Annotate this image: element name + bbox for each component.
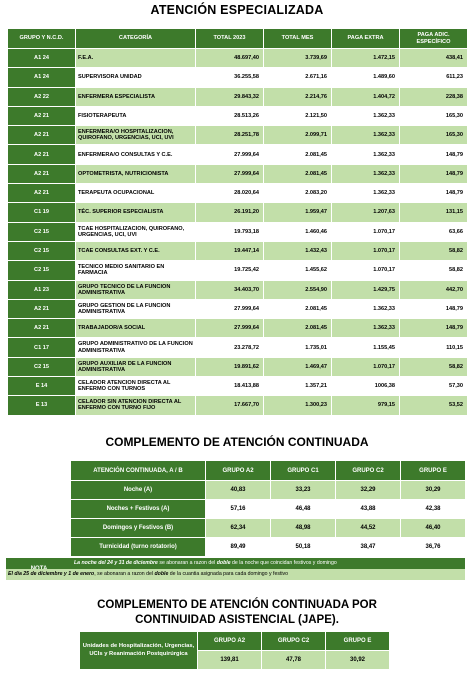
atencion-continuada-value-cell: 50,18 (271, 538, 336, 557)
nota-line-1 (72, 558, 465, 569)
section-title-atencion-continuada: COMPLEMENTO DE ATENCIÓN CONTINUADA (105, 435, 369, 449)
nota-line-2-highlight: El día 25 de diciembre y 1 de enero (8, 571, 95, 577)
total-mes-cell: 1.460,46 (264, 222, 332, 241)
paga-extra-cell: 1.472,15 (332, 49, 400, 68)
salary-table-body (8, 49, 468, 416)
nota-line-2 (6, 569, 465, 580)
categoria-cell: TERAPEUTA OCUPACIONAL (76, 184, 196, 203)
categoria-cell: TCAE CONSULTAS EXT. Y C.E. (76, 241, 196, 260)
table-row (8, 357, 468, 376)
paga-extra-cell: 1.362,33 (332, 299, 400, 318)
jape-header-grupo-a2: GRUPO A2 (198, 632, 262, 651)
table-row (8, 241, 468, 260)
grupo-cell: C2 15 (8, 222, 76, 241)
jape-header-row (80, 632, 390, 651)
table-row (8, 87, 468, 106)
paga-extra-cell: 1.362,33 (332, 319, 400, 338)
paga-adic-cell: 148,79 (400, 299, 468, 318)
table-row (8, 126, 468, 145)
categoria-cell: ENFERMERA ESPECIALISTA (76, 87, 196, 106)
nota-line-1-text-a: se abonaran a razon del (157, 560, 217, 566)
table-row (8, 184, 468, 203)
total-2023-cell: 36.255,58 (196, 68, 264, 87)
table-row (8, 145, 468, 164)
paga-extra-cell: 1.155,45 (332, 338, 400, 357)
atencion-continuada-value-cell: 32,29 (336, 481, 401, 500)
categoria-cell: GRUPO AUXILIAR DE LA FUNCION ADMINISTRATIVA (76, 357, 196, 376)
table-row (71, 519, 466, 538)
table-row (8, 261, 468, 280)
table-row (8, 222, 468, 241)
paga-adic-cell: 438,41 (400, 49, 468, 68)
paga-adic-cell: 165,30 (400, 126, 468, 145)
nota-line-1-highlight: La noche del 24 y 31 de diciembre (74, 560, 158, 566)
categoria-cell: OPTOMETRISTA, NUTRICIONISTA (76, 164, 196, 183)
categoria-cell: CELADOR ATENCION DIRECTA AL ENFERMO CON TURNOS (76, 377, 196, 396)
atencion-continuada-header-row (71, 461, 466, 481)
total-mes-cell: 2.099,71 (264, 126, 332, 145)
atencion-continuada-value-cell: 62,34 (206, 519, 271, 538)
jape-header-grupo-c2: GRUPO C2 (262, 632, 326, 651)
table-row (8, 49, 468, 68)
jape-table (79, 631, 390, 670)
categoria-cell: GRUPO TECNICO DE LA FUNCION ADMINISTRATIVA (76, 280, 196, 299)
total-2023-cell: 19.793,18 (196, 222, 264, 241)
paga-extra-cell: 1.362,33 (332, 164, 400, 183)
paga-extra-cell: 1.207,63 (332, 203, 400, 222)
nota-line-1-text-b: de la noche que coincidan festivos y domingo (230, 560, 337, 566)
categoria-cell: ENFERMERA/O CONSULTAS Y C.E. (76, 145, 196, 164)
table-row (71, 500, 466, 519)
categoria-cell: FISIOTERAPEUTA (76, 106, 196, 125)
grupo-cell: A2 21 (8, 164, 76, 183)
nota-line-2-text-b: de la cuantia asignada para cada domingo y festivo (168, 571, 289, 577)
paga-extra-cell: 1.404,72 (332, 87, 400, 106)
total-2023-cell: 26.191,20 (196, 203, 264, 222)
paga-adic-cell: 148,79 (400, 184, 468, 203)
grupo-cell: E 14 (8, 377, 76, 396)
table-row (8, 377, 468, 396)
paga-adic-cell: 110,15 (400, 338, 468, 357)
atencion-continuada-row-label: Domingos y Festivos (B) (71, 519, 206, 538)
paga-adic-cell: 131,15 (400, 203, 468, 222)
atencion-continuada-value-cell: 42,38 (401, 500, 466, 519)
grupo-cell: A2 21 (8, 145, 76, 164)
categoria-cell: TCAE HOSPITALIZACION, QUIROFANO, URGENCIAS, UCI, UVI (76, 222, 196, 241)
table-row (8, 319, 468, 338)
table-row (8, 164, 468, 183)
grupo-cell: A1 24 (8, 49, 76, 68)
section-title-jape-line-1: COMPLEMENTO DE ATENCIÓN CONTINUADA POR (97, 599, 377, 611)
atencion-continuada-value-cell: 30,29 (401, 481, 466, 500)
atencion-continuada-header-cell: GRUPO C2 (336, 461, 401, 481)
paga-extra-cell: 1.362,33 (332, 145, 400, 164)
total-2023-cell: 48.697,40 (196, 49, 264, 68)
total-2023-cell: 17.667,70 (196, 396, 264, 415)
total-mes-cell: 2.081,45 (264, 319, 332, 338)
grupo-cell: A2 21 (8, 319, 76, 338)
table-row (8, 280, 468, 299)
atencion-continuada-value-cell: 46,48 (271, 500, 336, 519)
total-2023-cell: 23.278,72 (196, 338, 264, 357)
table-row (8, 68, 468, 87)
table-row (8, 338, 468, 357)
table-row (8, 299, 468, 318)
paga-adic-cell: 611,23 (400, 68, 468, 87)
atencion-continuada-row-label: Noche (A) (71, 481, 206, 500)
total-2023-cell: 28.020,64 (196, 184, 264, 203)
salary-table-header-cell: CATEGORÍA (76, 29, 196, 49)
jape-header-grupo-e: GRUPO E (326, 632, 390, 651)
atencion-continuada-value-cell: 36,76 (401, 538, 466, 557)
grupo-cell: A2 21 (8, 126, 76, 145)
paga-extra-cell: 1.362,33 (332, 126, 400, 145)
grupo-cell: C1 17 (8, 338, 76, 357)
atencion-continuada-header-cell: ATENCIÓN CONTINUADA, A / B (71, 461, 206, 481)
atencion-continuada-value-cell: 48,98 (271, 519, 336, 538)
total-2023-cell: 19.725,42 (196, 261, 264, 280)
atencion-continuada-value-cell: 89,49 (206, 538, 271, 557)
total-mes-cell: 2.081,45 (264, 299, 332, 318)
table-row (71, 538, 466, 557)
nota-line-1-doble: doble (216, 560, 231, 566)
atencion-continuada-header-cell: GRUPO C1 (271, 461, 336, 481)
paga-adic-cell: 148,79 (400, 164, 468, 183)
categoria-cell: TRABAJADOR/A SOCIAL (76, 319, 196, 338)
total-mes-cell: 1.735,01 (264, 338, 332, 357)
total-mes-cell: 3.739,69 (264, 49, 332, 68)
jape-value-grupo-a2: 139,81 (198, 651, 262, 670)
grupo-cell: C2 15 (8, 357, 76, 376)
paga-adic-cell: 165,30 (400, 106, 468, 125)
grupo-cell: A2 22 (8, 87, 76, 106)
section-title-jape-line-2: CONTINUIDAD ASISTENCIAL (JAPE). (135, 614, 339, 626)
grupo-cell: C1 19 (8, 203, 76, 222)
total-2023-cell: 27.999,64 (196, 164, 264, 183)
salary-table-header-cell: TOTAL 2023 (196, 29, 264, 49)
paga-adic-cell: 228,38 (400, 87, 468, 106)
categoria-cell: F.E.A. (76, 49, 196, 68)
paga-extra-cell: 1.070,17 (332, 261, 400, 280)
atencion-continuada-header-cell: GRUPO E (401, 461, 466, 481)
grupo-cell: A2 21 (8, 184, 76, 203)
total-mes-cell: 1.357,21 (264, 377, 332, 396)
section-title-jape (0, 598, 474, 628)
total-mes-cell: 1.432,43 (264, 241, 332, 260)
paga-extra-cell: 1.362,33 (332, 184, 400, 203)
total-2023-cell: 34.403,70 (196, 280, 264, 299)
total-mes-cell: 2.554,90 (264, 280, 332, 299)
grupo-cell: A2 21 (8, 106, 76, 125)
paga-extra-cell: 1006,38 (332, 377, 400, 396)
total-mes-cell: 1.959,47 (264, 203, 332, 222)
atencion-continuada-value-cell: 57,16 (206, 500, 271, 519)
total-mes-cell: 1.300,23 (264, 396, 332, 415)
table-row (8, 203, 468, 222)
table-row (71, 481, 466, 500)
atencion-continuada-value-cell: 40,83 (206, 481, 271, 500)
total-2023-cell: 18.413,88 (196, 377, 264, 396)
total-2023-cell: 28.513,26 (196, 106, 264, 125)
nota-line-2-doble: doble (154, 571, 169, 577)
atencion-continuada-value-cell: 44,52 (336, 519, 401, 538)
grupo-cell: C2 15 (8, 241, 76, 260)
total-2023-cell: 19.891,62 (196, 357, 264, 376)
paga-adic-cell: 58,82 (400, 261, 468, 280)
paga-adic-cell: 442,70 (400, 280, 468, 299)
categoria-cell: GRUPO GESTION DE LA FUNCION ADMINISTRATIVA (76, 299, 196, 318)
total-2023-cell: 27.999,64 (196, 319, 264, 338)
atencion-continuada-value-cell: 43,88 (336, 500, 401, 519)
salary-table-header-cell: PAGA ADIC. ESPECÍFICO (400, 29, 468, 49)
total-2023-cell: 27.999,64 (196, 145, 264, 164)
categoria-cell: SUPERVISORA UNIDAD (76, 68, 196, 87)
paga-adic-cell: 58,82 (400, 241, 468, 260)
total-mes-cell: 2.083,20 (264, 184, 332, 203)
jape-units-label: Unidades de Hospitalización, Urgencias, UCIs y Reanimación Postquirúrgica (80, 632, 198, 670)
paga-extra-cell: 1.429,75 (332, 280, 400, 299)
atencion-continuada-row-label: Noches + Festivos (A) (71, 500, 206, 519)
page-title-atencion-especializada: ATENCIÓN ESPECIALIZADA (150, 3, 324, 17)
atencion-continuada-value-cell: 46,40 (401, 519, 466, 538)
paga-adic-cell: 63,66 (400, 222, 468, 241)
total-2023-cell: 28.251,78 (196, 126, 264, 145)
paga-adic-cell: 53,52 (400, 396, 468, 415)
categoria-cell: GRUPO ADMINISTRATIVO DE LA FUNCION ADMINISTRATIVA (76, 338, 196, 357)
salary-table-header-cell: PAGA EXTRA (332, 29, 400, 49)
paga-extra-cell: 1.070,17 (332, 357, 400, 376)
atencion-continuada-header-cell: GRUPO A2 (206, 461, 271, 481)
atencion-continuada-row-label: Turnicidad (turno rotatorio) (71, 538, 206, 557)
grupo-cell: E 13 (8, 396, 76, 415)
atencion-continuada-table (70, 460, 466, 557)
total-mes-cell: 2.081,45 (264, 145, 332, 164)
paga-extra-cell: 1.070,17 (332, 222, 400, 241)
paga-adic-cell: 57,30 (400, 377, 468, 396)
categoria-cell: TECNICO MEDIO SANITARIO EN FARMACIA (76, 261, 196, 280)
paga-adic-cell: 58,82 (400, 357, 468, 376)
table-row (8, 396, 468, 415)
paga-adic-cell: 148,79 (400, 145, 468, 164)
paga-adic-cell: 148,79 (400, 319, 468, 338)
categoria-cell: ENFERMERA/O HOSPITALIZACION, QUIROFANO, URGENCIAS, UCI, UVI (76, 126, 196, 145)
jape-value-grupo-c2: 47,78 (262, 651, 326, 670)
grupo-cell: A1 23 (8, 280, 76, 299)
jape-value-grupo-e: 30,92 (326, 651, 390, 670)
paga-extra-cell: 979,15 (332, 396, 400, 415)
atencion-continuada-value-cell: 33,23 (271, 481, 336, 500)
total-2023-cell: 27.999,64 (196, 299, 264, 318)
table-row (8, 106, 468, 125)
nota-line-2-text-a: , se abonaran a razon del (94, 571, 155, 577)
total-mes-cell: 1.455,62 (264, 261, 332, 280)
atencion-continuada-value-cell: 38,47 (336, 538, 401, 557)
total-mes-cell: 2.214,76 (264, 87, 332, 106)
salary-table-header-cell: TOTAL MES (264, 29, 332, 49)
nota-box (6, 558, 465, 580)
total-mes-cell: 2.081,45 (264, 164, 332, 183)
salary-table (7, 28, 468, 416)
categoria-cell: TÉC. SUPERIOR ESPECIALISTA (76, 203, 196, 222)
total-2023-cell: 29.843,32 (196, 87, 264, 106)
salary-table-header-row (8, 29, 468, 49)
grupo-cell: A1 24 (8, 68, 76, 87)
paga-extra-cell: 1.070,17 (332, 241, 400, 260)
grupo-cell: A2 21 (8, 299, 76, 318)
paga-extra-cell: 1.489,60 (332, 68, 400, 87)
paga-extra-cell: 1.362,33 (332, 106, 400, 125)
grupo-cell: C2 15 (8, 261, 76, 280)
total-2023-cell: 19.447,14 (196, 241, 264, 260)
salary-table-header-cell: GRUPO Y N.C.D. (8, 29, 76, 49)
total-mes-cell: 1.469,47 (264, 357, 332, 376)
categoria-cell: CELADOR SIN ATENCION DIRECTA AL ENFERMO CON TURNO FIJO (76, 396, 196, 415)
total-mes-cell: 2.121,50 (264, 106, 332, 125)
atencion-continuada-body (71, 481, 466, 557)
total-mes-cell: 2.671,16 (264, 68, 332, 87)
